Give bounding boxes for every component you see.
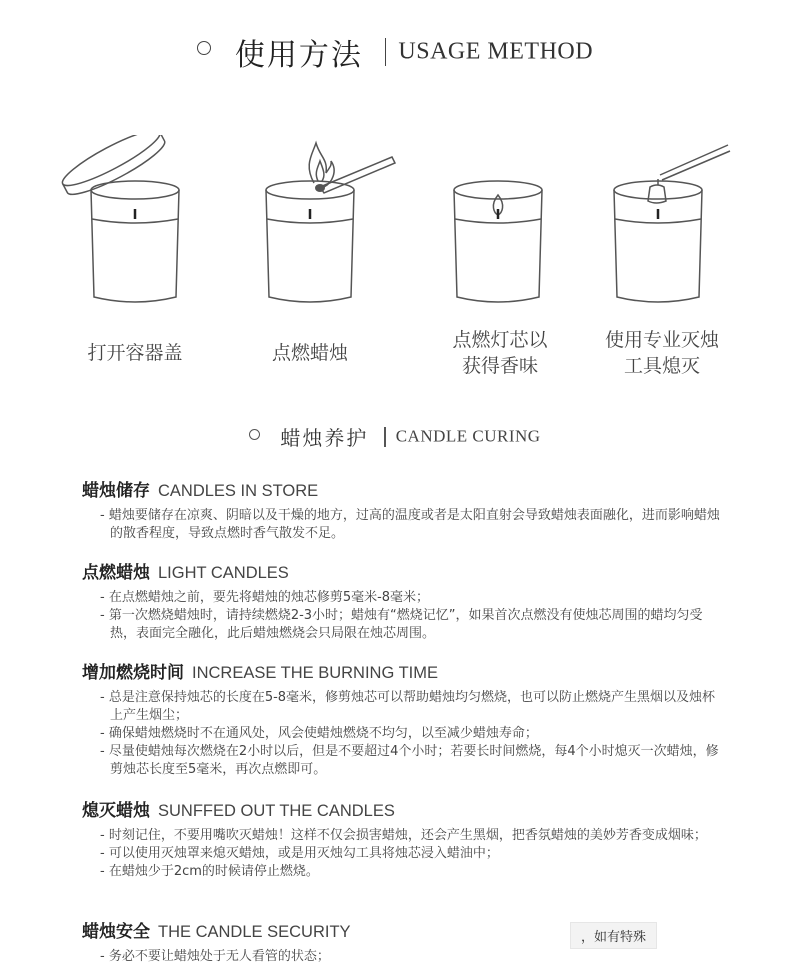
section-light bbox=[82, 558, 722, 643]
list-item: - 务必不要让蜡烛处于无人看管的状态； bbox=[100, 949, 330, 964]
usage-steps bbox=[0, 135, 790, 395]
section-heading-en: CANDLES IN STORE bbox=[158, 482, 319, 500]
step-label-wick: 点燃灯芯以 获得香味 bbox=[452, 329, 548, 377]
list-item: - 确保蜡烛燃烧时不在通风处，风会使蜡烛燃烧不均匀，以至减少蜡烛寿命； bbox=[100, 726, 538, 741]
list-item: - 蜡烛要储存在凉爽、阴暗以及干燥的地方，过高的温度或者是太阳直射会导致蜡烛表面融化，进而影响蜡烛的散香程度，导致点燃时香气散发不足。 bbox=[100, 508, 720, 541]
section-heading-cn: 蜡烛安全 bbox=[82, 922, 150, 942]
section-heading-en: INCREASE THE BURNING TIME bbox=[192, 664, 439, 682]
section-heading bbox=[82, 558, 722, 583]
step-label-light: 点燃蜡烛 bbox=[271, 342, 348, 364]
circle-icon bbox=[197, 41, 211, 55]
divider bbox=[385, 38, 387, 66]
section-snuff bbox=[82, 796, 722, 881]
section-heading-cn: 蜡烛储存 bbox=[82, 481, 150, 501]
section-heading bbox=[82, 796, 722, 821]
list-item: - 时刻记住，不要用嘴吹灭蜡烛！这样不仅会损害蜡烛，还会产生黑烟，把香氛蜡烛的美妙芳香变成烟味； bbox=[100, 828, 707, 843]
candle-match-icon bbox=[232, 135, 412, 315]
section-heading-en: SUNFFED OUT THE CANDLES bbox=[158, 802, 395, 820]
candle-lit-icon bbox=[420, 135, 580, 315]
list-item: - 在点燃蜡烛之前，要先将蜡烛的烛芯修剪5毫米-8毫米； bbox=[100, 590, 430, 605]
section-heading-en: THE CANDLE SECURITY bbox=[158, 923, 351, 941]
list-item: - 总是注意保持烛芯的长度在5-8毫米，修剪烛芯可以帮助蜡烛均匀燃烧，也可以防止燃烧产生黑烟以及烛杯上产生烟尘； bbox=[100, 690, 716, 723]
section-heading-cn: 熄灭蜡烛 bbox=[82, 801, 150, 821]
section-heading-cn: 增加燃烧时间 bbox=[82, 663, 184, 683]
step-label-snuff: 使用专业灭烛 工具熄灭 bbox=[604, 329, 719, 377]
usage-title-cn: 使用方法 bbox=[234, 38, 363, 73]
care-title bbox=[0, 422, 790, 451]
circle-icon bbox=[249, 429, 260, 440]
step-label-open: 打开容器盖 bbox=[87, 342, 183, 364]
divider bbox=[384, 427, 385, 447]
list-item: - 在蜡烛少于2cm的时候请停止燃烧。 bbox=[100, 864, 319, 879]
usage-title bbox=[0, 30, 790, 74]
section-heading-en: LIGHT CANDLES bbox=[158, 564, 289, 582]
candle-snuffer-icon bbox=[580, 135, 740, 315]
list-item: - 第一次燃烧蜡烛时，请持续燃烧2-3小时；蜡烛有“燃烧记忆”，如果首次点燃没有使烛芯周围的蜡均匀受热，表面完全融化，此后蜡烛燃烧会只局限在烛芯周围。 bbox=[100, 608, 703, 641]
usage-title-en: USAGE METHOD bbox=[398, 38, 594, 65]
section-heading bbox=[82, 476, 722, 501]
candle-open-lid-icon bbox=[55, 135, 195, 315]
section-heading-cn: 点燃蜡烛 bbox=[82, 563, 150, 583]
care-title-en: CANDLE CURING bbox=[395, 426, 541, 446]
tooltip: ，如有特殊 bbox=[570, 922, 657, 949]
section-store bbox=[82, 476, 722, 543]
care-title-cn: 蜡烛养护 bbox=[280, 426, 369, 450]
list-item: - 尽量使蜡烛每次燃烧在2小时以后，但是不要超过4个小时；若要长时间燃烧，每4个小时熄灭一次蜡烛，修剪烛芯长度至5毫米，再次点燃即可。 bbox=[100, 744, 719, 777]
section-heading bbox=[82, 658, 722, 683]
section-burning bbox=[82, 658, 722, 779]
list-item: - 可以使用灭烛罩来熄灭蜡烛，或是用灭烛勾工具将烛芯浸入蜡油中； bbox=[100, 846, 499, 861]
